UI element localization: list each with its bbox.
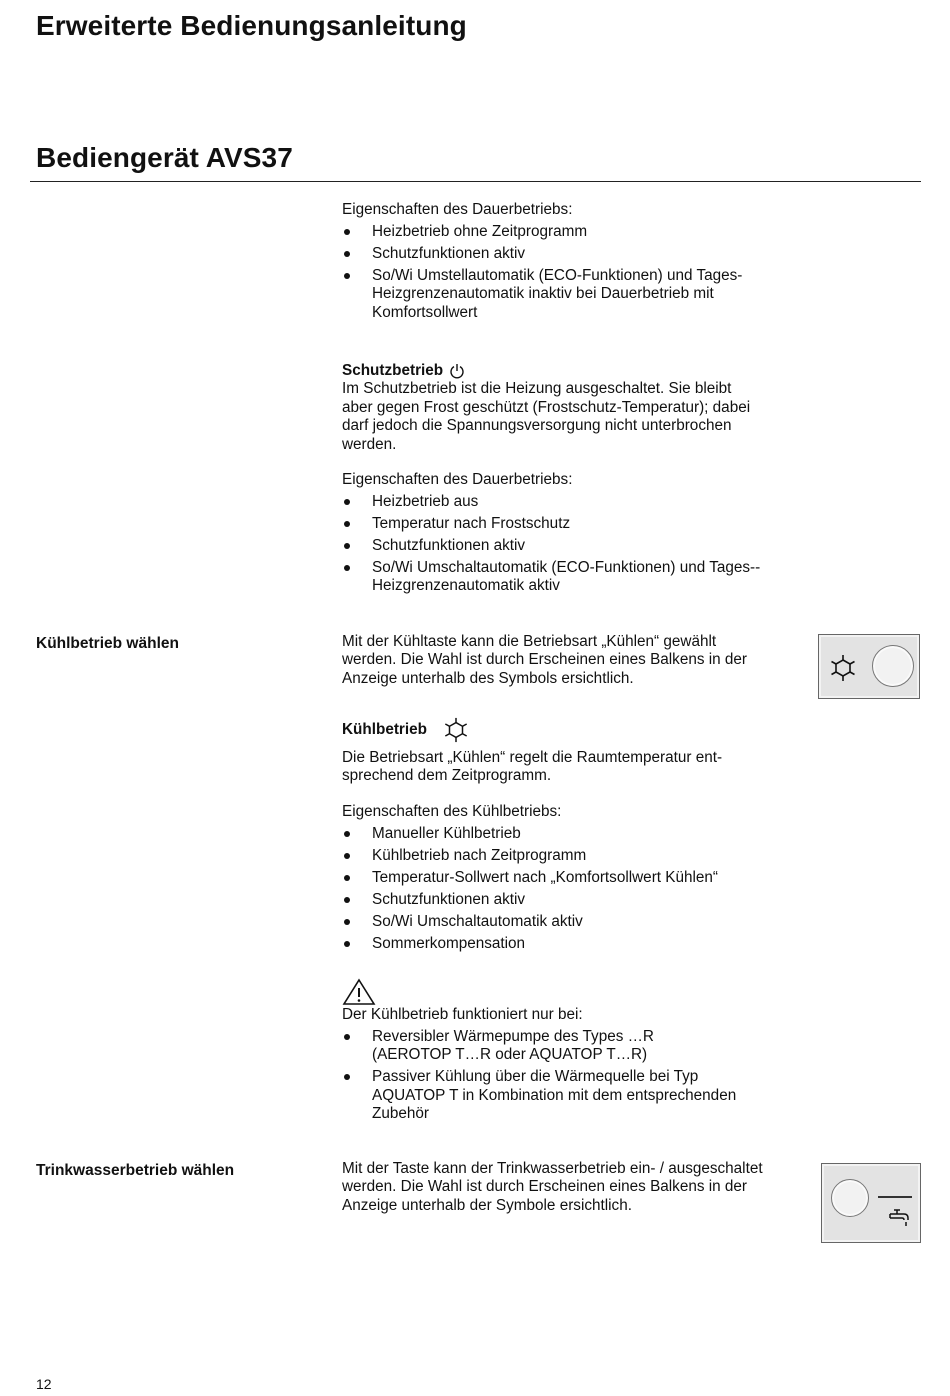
list-item: Kühlbetrieb nach Zeitprogramm	[342, 847, 792, 865]
snowflake-icon	[829, 654, 857, 687]
cooling-section	[342, 716, 792, 957]
protection-heading: Schutzbetrieb	[342, 362, 444, 379]
list-item-continuation: AQUATOP T in Kombination mit dem entsprechenden	[372, 1086, 737, 1104]
text-line: werden. Die Wahl ist durch Erscheinen eines Balkens in der	[342, 1178, 748, 1196]
list-item-continuation: Zubehör	[372, 1105, 429, 1123]
list-item: So/Wi Umstellautomatik (ECO-Funktionen) und Tages-	[342, 267, 792, 285]
list-item: Temperatur nach Frostschutz	[342, 515, 792, 533]
list-item: Sommerkompensation	[342, 935, 792, 953]
text-line: Anzeige unterhalb des Symbols ersichtlich.	[342, 669, 634, 687]
text-line: darf jedoch die Spannungsversorgung nicht unterbrochen	[342, 417, 732, 435]
cooling-props-heading: Eigenschaften des Kühlbetriebs:	[342, 802, 562, 820]
list-item: Schutzfunktionen aktiv	[342, 891, 792, 909]
text-line: sprechend dem Zeitprogramm.	[342, 767, 552, 785]
dhw-mode-button[interactable]	[831, 1179, 869, 1217]
list-item-continuation: Heizgrenzenautomatik inaktiv bei Dauerbetrieb mit	[372, 285, 714, 303]
list-item: Schutzfunktionen aktiv	[342, 537, 792, 555]
text-line: Anzeige unterhalb der Symbole ersichtlich.	[342, 1196, 632, 1214]
power-icon	[449, 363, 465, 379]
comfort-props-heading: Eigenschaften des Dauerbetriebs:	[342, 201, 573, 218]
text-line: Mit der Taste kann der Trinkwasserbetrieb ein- / ausgeschaltet	[342, 1160, 763, 1177]
protection-section	[342, 362, 792, 596]
list-item: Reversibler Wärmepumpe des Types …R	[342, 1028, 792, 1046]
protection-paragraph	[342, 380, 792, 454]
snowflake-icon	[443, 717, 469, 743]
dhw-select-paragraph	[342, 1160, 802, 1215]
text-line: Mit der Kühltaste kann die Betriebsart „Kühlen“ gewählt	[342, 633, 717, 650]
cooling-heading: Kühlbetrieb	[342, 720, 427, 738]
list-item-continuation: Heizgrenzenautomatik aktiv	[372, 577, 560, 595]
section-divider	[30, 181, 921, 182]
list-item: So/Wi Umschaltautomatik aktiv	[342, 913, 792, 931]
text-line: Im Schutzbetrieb ist die Heizung ausgeschaltet. Sie bleibt	[342, 380, 732, 398]
selection-bar	[878, 1196, 912, 1198]
section-title: Bediengerät AVS37	[36, 142, 293, 173]
text-line: aber gegen Frost geschützt (Frostschutz-Temperatur); dabei	[342, 398, 751, 416]
list-item: Heizbetrieb aus	[342, 493, 792, 511]
list-item: Temperatur-Sollwert nach „Komfortsollwert Kühlen“	[342, 869, 792, 887]
list-item: Heizbetrieb ohne Zeitprogramm	[342, 223, 792, 241]
protection-props-heading: Eigenschaften des Dauerbetriebs:	[342, 471, 573, 489]
list-item: Passiver Kühlung über die Wärmequelle bei Typ	[342, 1068, 792, 1086]
text-line: Die Betriebsart „Kühlen“ regelt die Raumtemperatur ent-	[342, 749, 723, 766]
list-item: Manueller Kühlbetrieb	[342, 825, 792, 843]
dhw-button-panel	[821, 1163, 921, 1243]
list-item-continuation: (AEROTOP T…R oder AQUATOP T…R)	[372, 1046, 648, 1064]
side-label-dhw: Trinkwasserbetrieb wählen	[36, 1162, 235, 1179]
faucet-icon	[888, 1208, 912, 1233]
cooling-select-paragraph	[342, 633, 792, 688]
text-line: werden. Die Wahl ist durch Erscheinen eines Balkens in der	[342, 651, 748, 669]
side-label-cooling: Kühlbetrieb wählen	[36, 635, 179, 652]
page-number: 12	[36, 1376, 52, 1392]
list-item-continuation: Komfortsollwert	[372, 303, 478, 321]
list-item: So/Wi Umschaltautomatik (ECO-Funktionen) und Tages--	[342, 559, 792, 577]
cooling-mode-button[interactable]	[872, 645, 914, 687]
cooling-button-panel	[818, 634, 920, 699]
warning-text: Der Kühlbetrieb funktioniert nur bei:	[342, 1006, 583, 1023]
cooling-paragraph	[342, 749, 792, 786]
text-line: werden.	[342, 435, 397, 453]
list-item: Schutzfunktionen aktiv	[342, 245, 792, 263]
warning-section	[342, 1006, 792, 1124]
comfort-properties	[342, 201, 792, 322]
document-title: Erweiterte Bedienungsanleitung	[36, 10, 467, 41]
